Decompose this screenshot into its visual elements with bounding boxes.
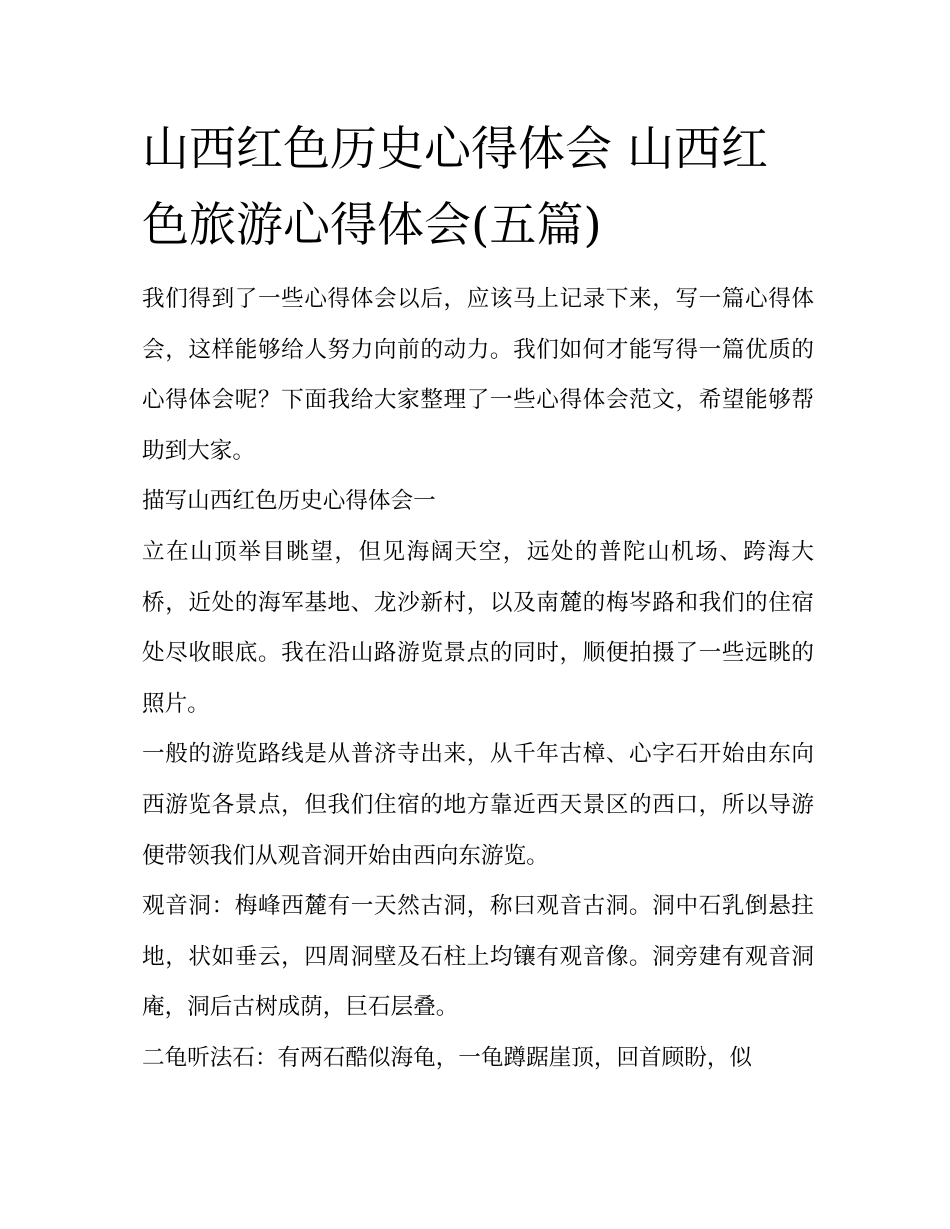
document-title: 山西红色历史心得体会 山西红色旅游心得体会(五篇) xyxy=(142,122,768,253)
intro-paragraph: 我们得到了一些心得体会以后，应该马上记录下来，写一篇心得体会，这样能够给人努力向前的动力。我们如何才能写得一篇优质的心得体会呢？下面我给大家整理了一些心得体会范文，希望能够帮助到大家。 xyxy=(142,286,814,464)
body-paragraph: 二龟听法石：有两石酷似海龟，一龟蹲踞崖顶，回首顾盼，似 xyxy=(142,1044,753,1071)
section-heading: 描写山西红色历史心得体会一 xyxy=(142,488,436,515)
body-paragraph: 一般的游览路线是从普济寺出来，从千年古樟、心字石开始由东向西游览各景点，但我们住宿的地方靠近西天景区的西口，所以导游便带领我们从观音洞开始由西向东游览。 xyxy=(142,741,814,869)
body-paragraph: 观音洞：梅峰西麓有一天然古洞，称曰观音古洞。洞中石乳倒悬拄地，状如垂云，四周洞壁及石柱上均镶有观音像。洞旁建有观音洞庵，洞后古树成荫，巨石层叠。 xyxy=(142,893,814,1021)
body-paragraph: 立在山顶举目眺望，但见海阔天空，远处的普陀山机场、跨海大桥，近处的海军基地、龙沙新村，以及南麓的梅岑路和我们的住宿处尽收眼底。我在沿山路游览景点的同时，顺便拍摄了一些远眺的照片。 xyxy=(142,538,814,717)
document-content xyxy=(142,112,814,1084)
